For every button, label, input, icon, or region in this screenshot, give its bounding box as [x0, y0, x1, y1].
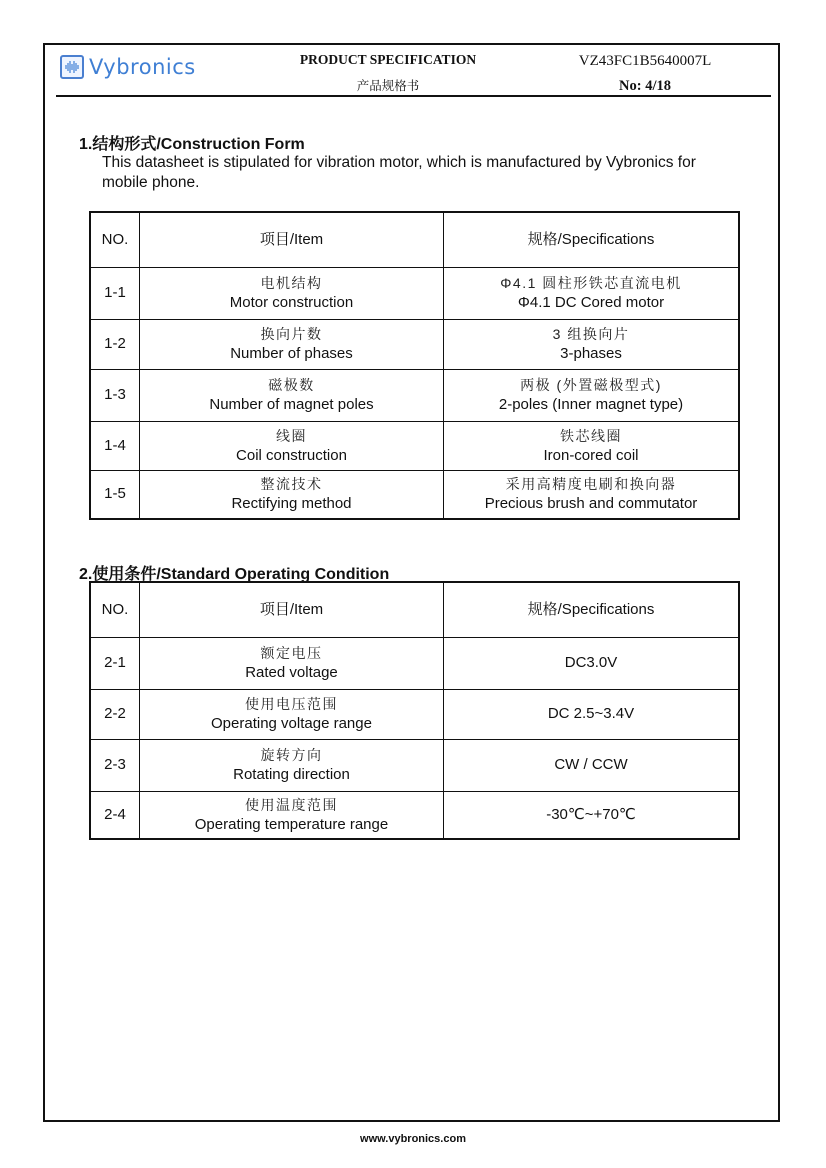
header-divider: [56, 95, 771, 97]
item-en: Coil construction: [236, 446, 347, 464]
row-no: 2-1: [90, 637, 140, 689]
item-en: Number of magnet poles: [209, 396, 374, 413]
table-row: [90, 470, 739, 519]
spec-en: 2-poles (Inner magnet type): [498, 396, 684, 413]
table-header-row: [90, 212, 739, 267]
footer-website: www.vybronics.com: [360, 1133, 466, 1145]
table-row: [90, 319, 739, 369]
item-cn: 换向片数: [260, 326, 323, 342]
table-row: [90, 369, 739, 421]
row-item: [140, 791, 444, 839]
table-row: [90, 739, 739, 791]
table-header-row: [90, 582, 739, 637]
row-no: 1-4: [90, 421, 140, 470]
row-no: 2-2: [90, 689, 140, 739]
spec-cn: 3 组换向片: [552, 326, 630, 342]
table-row: [90, 791, 739, 839]
spec-en: Iron-cored coil: [543, 446, 639, 464]
section1-description: This datasheet is stipulated for vibration motor, which is manufactured by Vybronics for mobile phone.: [102, 154, 696, 191]
item-en: Rated voltage: [245, 664, 338, 681]
row-spec: [444, 470, 740, 519]
item-en: Operating temperature range: [194, 815, 389, 833]
spec-cn: Φ4.1 圆柱形铁芯直流电机: [500, 275, 682, 291]
row-no: 1-2: [90, 319, 140, 369]
row-spec: [444, 267, 740, 319]
doc-title-cn: 产品规格书: [356, 79, 420, 93]
row-item: [140, 319, 444, 369]
col-header-spec: 规格/Specifications: [444, 582, 740, 637]
spec-en: Precious brush and commutator: [484, 495, 698, 513]
col-header-no: NO.: [90, 212, 140, 267]
construction-table: [89, 211, 740, 520]
row-item: [140, 470, 444, 519]
item-cn: 使用温度范围: [245, 796, 338, 813]
row-no: 2-4: [90, 791, 140, 839]
item-en: Rotating direction: [233, 766, 350, 783]
section1-title: 1.结构形式/Construction Form: [79, 136, 305, 153]
row-no: 2-3: [90, 739, 140, 791]
part-number: VZ43FC1B5640007L: [578, 53, 712, 69]
col-header-item: 项目/Item: [140, 212, 444, 267]
logo-text: Vybronics: [89, 55, 196, 79]
table-row: [90, 689, 739, 739]
row-item: [140, 637, 444, 689]
page-number: No: 4/18: [619, 78, 671, 94]
col-header-item: 项目/Item: [140, 582, 444, 637]
row-spec: CW / CCW: [444, 739, 740, 791]
item-cn: 额定电压: [260, 645, 323, 661]
item-cn: 线圈: [276, 427, 307, 444]
row-spec: DC3.0V: [444, 637, 740, 689]
item-en: Operating voltage range: [211, 715, 372, 732]
row-no: 1-1: [90, 267, 140, 319]
row-no: 1-5: [90, 470, 140, 519]
table-row: [90, 421, 739, 470]
section2-title: 2.使用条件/Standard Operating Condition: [79, 566, 390, 583]
item-en: Motor construction: [229, 294, 354, 311]
vybronics-logo: [60, 55, 196, 79]
col-header-spec: 规格/Specifications: [444, 212, 740, 267]
row-spec: DC 2.5~3.4V: [444, 689, 740, 739]
row-spec: [444, 319, 740, 369]
item-cn: 使用电压范围: [245, 696, 338, 712]
waveform-icon: [60, 55, 84, 79]
row-item: [140, 267, 444, 319]
row-item: [140, 421, 444, 470]
col-header-no: NO.: [90, 582, 140, 637]
spec-en: 3-phases: [560, 345, 622, 362]
item-cn: 磁极数: [268, 377, 315, 393]
spec-cn: 采用高精度电刷和换向器: [505, 476, 677, 493]
item-cn: 整流技术: [260, 476, 323, 493]
spec-cn: 铁芯线圈: [560, 427, 622, 444]
row-spec: -30℃~+70℃: [444, 791, 740, 839]
item-en: Rectifying method: [231, 495, 352, 513]
doc-title: PRODUCT SPECIFICATION: [299, 52, 477, 67]
spec-en: Φ4.1 DC Cored motor: [517, 294, 665, 311]
row-item: [140, 369, 444, 421]
item-cn: 电机结构: [260, 275, 323, 291]
row-item: [140, 689, 444, 739]
table-row: [90, 267, 739, 319]
item-en: Number of phases: [230, 345, 353, 362]
row-spec: [444, 369, 740, 421]
row-item: [140, 739, 444, 791]
item-cn: 旋转方向: [260, 747, 323, 763]
row-spec: [444, 421, 740, 470]
table-row: [90, 637, 739, 689]
operating-condition-table: [89, 581, 740, 840]
spec-cn: 两极 (外置磁极型式): [520, 377, 662, 393]
row-no: 1-3: [90, 369, 140, 421]
